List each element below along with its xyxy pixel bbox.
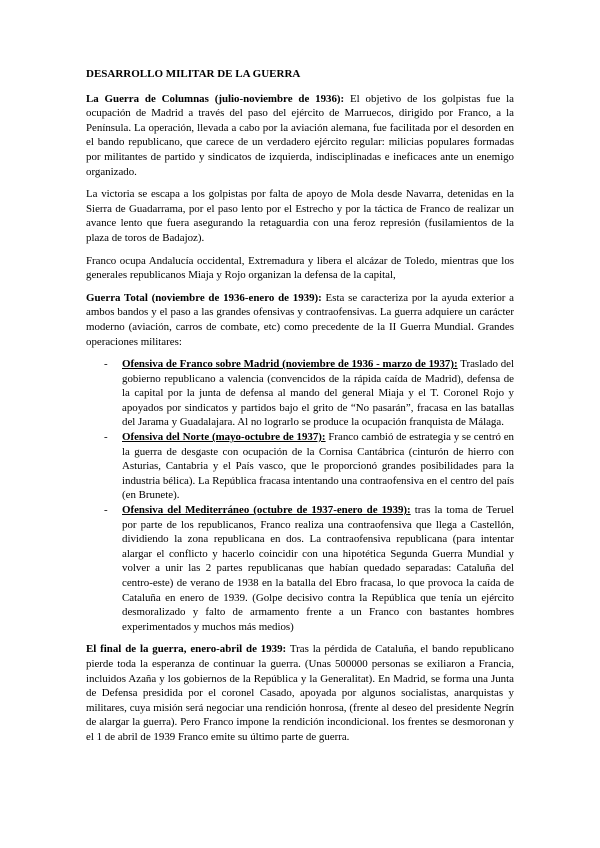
- paragraph-andalucia: Franco ocupa Andalucía occidental, Extremadura y libera el alcázar de Toledo, mientras que los generales republicanos Miaja y Rojo organizan la defensa de la capital,: [86, 254, 514, 282]
- paragraph-victoria: La victoria se escapa a los golpistas por falta de apoyo de Mola desde Navarra, detenidas en la Sierra de Guadarrama, por el paso lento por el Estrecho y por la táctica de Franco de realizar un avance lento que fuera asegurando la retaguardia con una feroz represión (fusilamientos de la plaza de toros de Badajoz).: [86, 188, 514, 244]
- paragraph-text: El objetivo de los golpistas fue la ocupación de Madrid a través del paso del ejército de Marruecos, dirigido por Franco, a la Península. La operación, llevada a cabo por la aviación alemana, fue facilitada por el desorden en el bando republicano, que carece de un verdadero ejército regular: milicias populares formadas por militantes de partido y sindicatos de izquierda, indisciplinadas e ineficaces ante un enemigo organizado.: [86, 92, 514, 178]
- operations-list: [86, 357, 514, 634]
- paragraph-text: Esta se caracteriza por la ayuda exterior a ambos bandos y el paso a las grandes ofensivas y contraofensivas. La guerra adquiere un carácter moderno (aviación, carros de combate, etc) como precedente de la II Guerra Mundial. Grandes operaciones militares:: [86, 291, 514, 348]
- operation-text: Traslado del gobierno republicano a valencia (convencidos de la rápida caída de Madrid), defensa de la capital por la junta de defensa al mando del general Miaja y el T. Coronel Rojo y apoyados por sindicatos y partidos bajo el grito de “No pasarán”, fracasa en las batallas del Jarama y Guadalajara. Al no lograrlo se produce la ocupación franquista de Málaga.: [122, 358, 514, 429]
- operation-title: Ofensiva del Norte (mayo-octubre de 1937):: [122, 431, 326, 444]
- section-heading-guerra-total: Guerra Total (noviembre de 1936-enero de 1939):: [86, 291, 322, 304]
- paragraph-guerra-total: [86, 291, 514, 349]
- list-dash: -: [104, 431, 108, 444]
- list-dash: -: [104, 358, 108, 371]
- list-dash: -: [104, 504, 108, 517]
- paragraph-final-guerra: [86, 642, 514, 744]
- operation-title: Ofensiva del Mediterráneo (octubre de 1937-enero de 1939):: [122, 504, 411, 517]
- section-heading-final: El final de la guerra, enero-abril de 1939:: [86, 643, 287, 656]
- operation-text: tras la toma de Teruel por parte de los republicanos, Franco realiza una contraofensiva que llega a Castellón, dividiendo la zona republicana en dos. La contraofensiva republicana (para intentar alargar el conflicto y hacerlo coincidir con una hipotética Segunda Guerra Mundial y volver a unir las 2 partes republicanas que habían quedado separadas: Cataluña del centro-este) de verano de 1938 en la batalla del Ebro fracasa, lo que provoca la caída de Cataluña en enero de 1939. (Golpe decisivo contra la República que tenía un ejército desmoralizado y falto de armamento frente a un Franco con bastantes hombres experimentados y muchos más medios): [122, 504, 514, 633]
- paragraph-guerra-de-columnas: [86, 92, 514, 180]
- list-item-ofensiva-mediterraneo: [104, 503, 514, 634]
- list-item-ofensiva-norte: [104, 430, 515, 503]
- operation-text: Franco cambió de estrategia y se centró en la guerra de desgaste con ocupación de la Cornisa Cantábrica (cinturón de hierro con Asturias, Cantabria y el País vasco, que le proporcionó grandes posibilidades para la industria bélica). La República fracasa intentando una contraofensiva en el centro del país (en Brunete).: [122, 431, 515, 502]
- paragraph-text: Tras la pérdida de Cataluña, el bando republicano pierde toda la esperanza de continuar la guerra. (Unas 500000 personas se exiliaron a Francia, incluidos Azaña y los gobiernos de la República y la Generalitat). En Madrid, se forma una Junta de Defensa presidida por el coronel Casado, apoyada por algunos socialistas, anarquistas y militares, cuya misión será negociar una rendición honrosa, (frente al deseo del presidente Negrín de alargar la guerra). Pero Franco impone la rendición incondicional. los frentes se desmoronan y el 1 de abril de 1939 Franco emite su último parte de guerra.: [86, 643, 514, 743]
- document-title: DESARROLLO MILITAR DE LA GUERRA: [86, 68, 301, 80]
- list-item-ofensiva-madrid: [104, 357, 514, 430]
- operation-title: Ofensiva de Franco sobre Madrid (noviembre de 1936 - marzo de 1937):: [122, 358, 458, 371]
- section-heading-columnas: La Guerra de Columnas (julio-noviembre de 1936):: [86, 92, 345, 105]
